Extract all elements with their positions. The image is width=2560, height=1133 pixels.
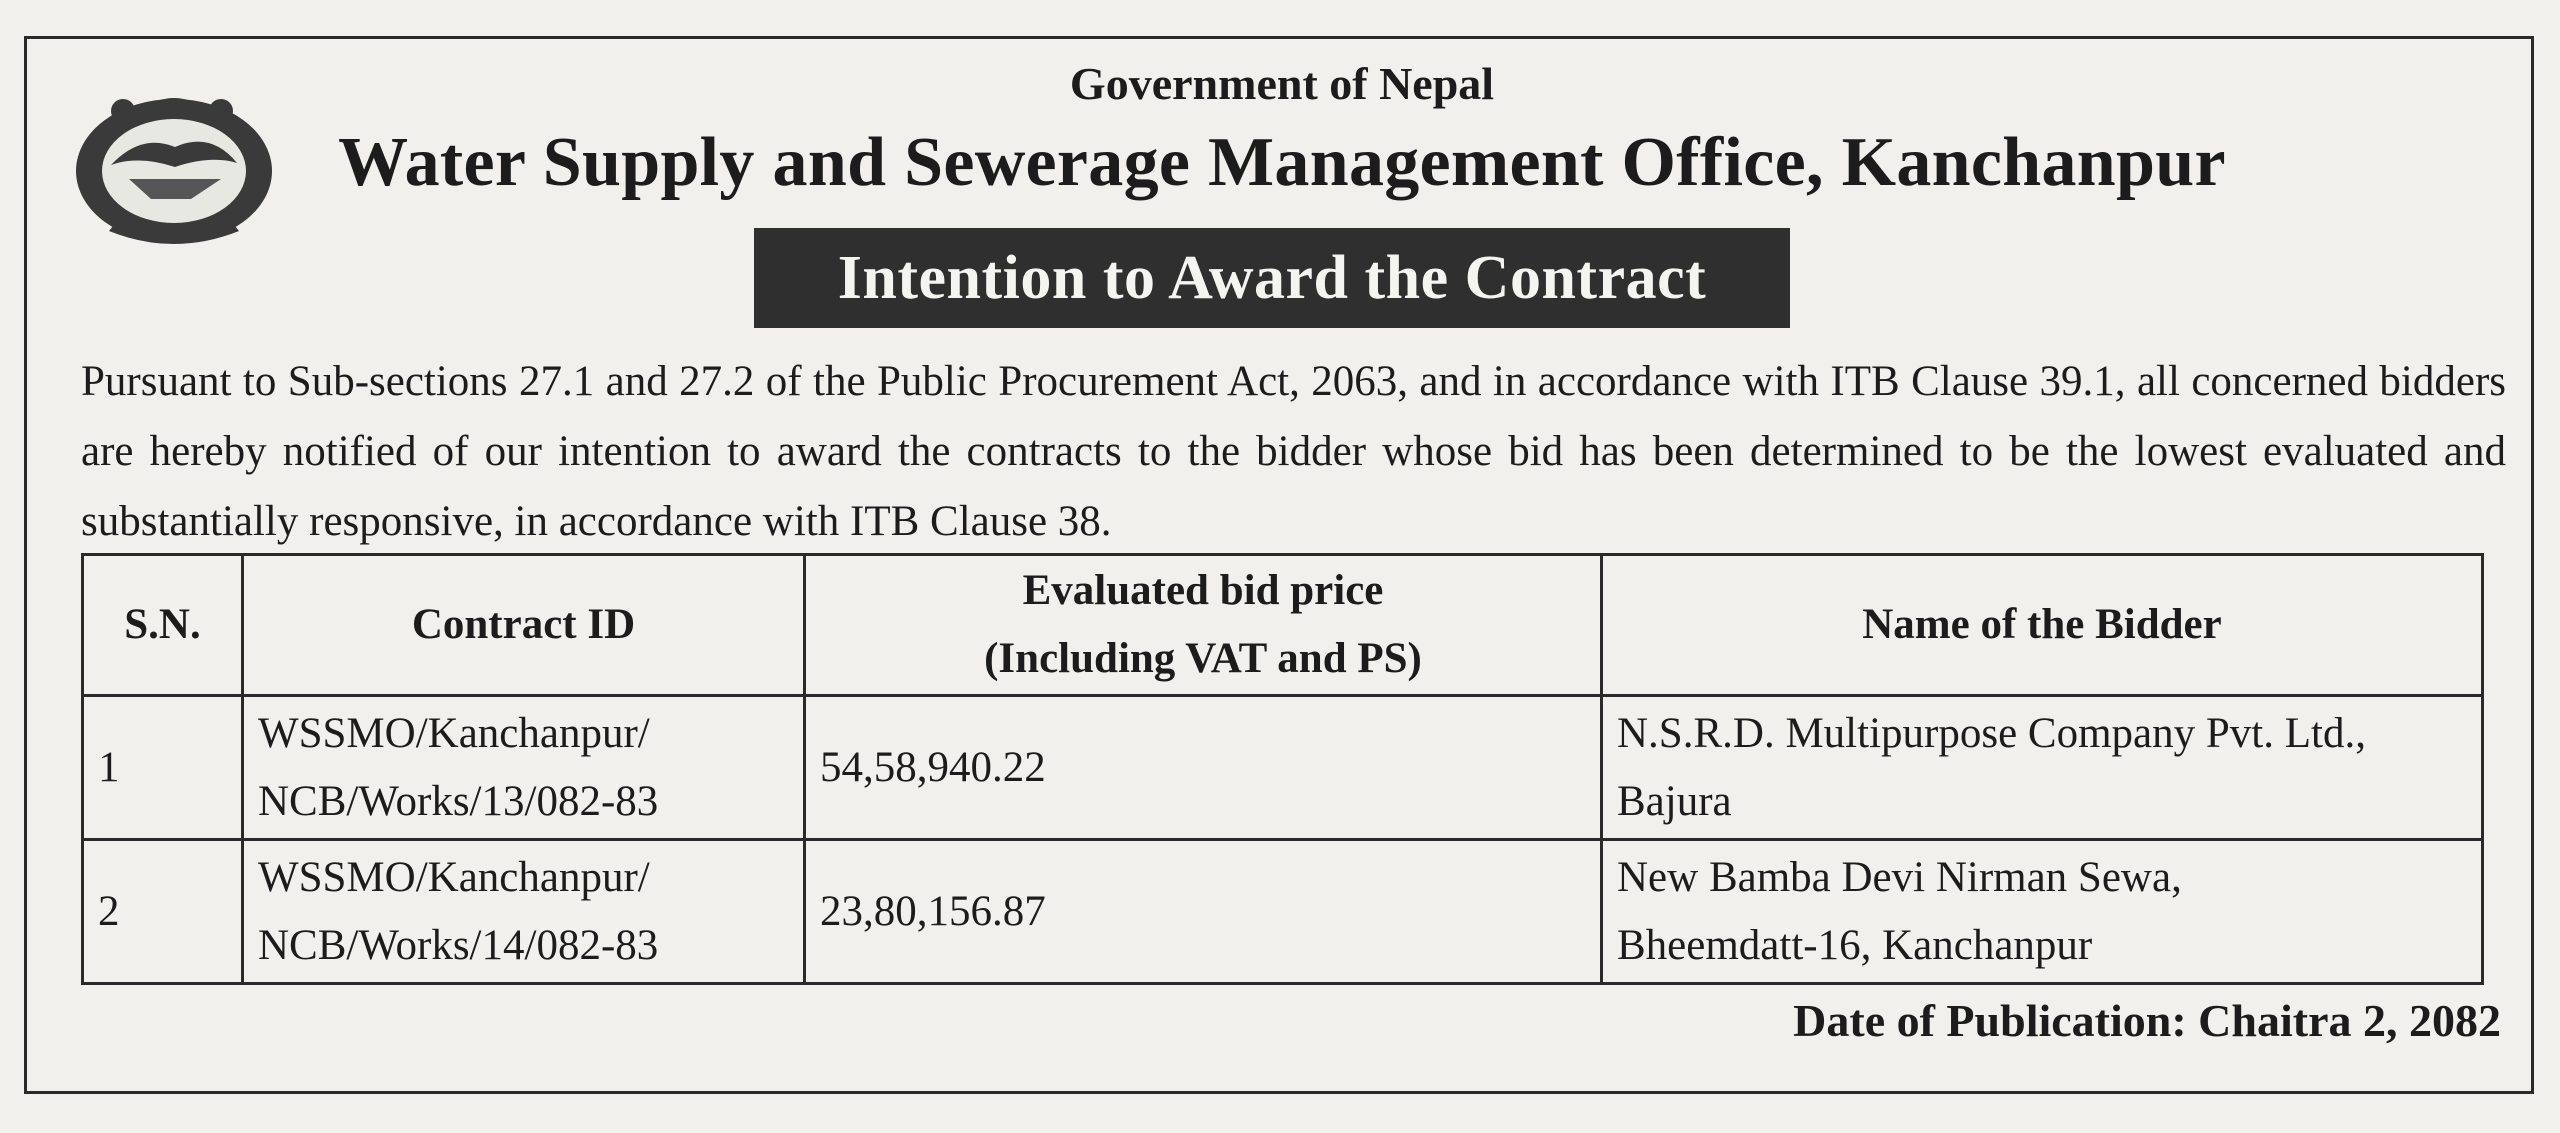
header-bidder: Name of the Bidder bbox=[1602, 555, 2483, 696]
cell-bidder bbox=[1602, 696, 2483, 840]
contract-id-line1: WSSMO/Kanchanpur/ bbox=[258, 853, 650, 901]
header-price bbox=[805, 555, 1602, 696]
cell-contract-id bbox=[243, 696, 805, 840]
cell-sn: 2 bbox=[83, 840, 243, 984]
government-heading: Government of Nepal bbox=[1069, 58, 1495, 109]
award-table bbox=[81, 553, 2484, 985]
table-row bbox=[83, 840, 2483, 984]
bidder-line1: New Bamba Devi Nirman Sewa, bbox=[1617, 853, 2182, 901]
office-name: Water Supply and Sewerage Management Office, Kanchanpur bbox=[338, 124, 2226, 201]
cell-contract-id bbox=[243, 840, 805, 984]
table-row bbox=[83, 696, 2483, 840]
cell-bidder bbox=[1602, 840, 2483, 984]
header-price-line1: Evaluated bid price bbox=[1022, 567, 1384, 614]
header-contract-id: Contract ID bbox=[243, 555, 805, 696]
bidder-line1: N.S.R.D. Multipurpose Company Pvt. Ltd., bbox=[1617, 709, 2366, 757]
table-header-row bbox=[83, 555, 2483, 696]
header-price-line2: (Including VAT and PS) bbox=[984, 635, 1422, 682]
cell-price: 23,80,156.87 bbox=[805, 840, 1602, 984]
contract-id-line2: NCB/Works/14/082-83 bbox=[258, 921, 659, 969]
publication-date: Date of Publication: Chaitra 2, 2082 bbox=[1793, 995, 2501, 1046]
notice-frame bbox=[24, 36, 2534, 1094]
notice-title-banner: Intention to Award the Contract bbox=[754, 228, 1790, 328]
bidder-line2: Bajura bbox=[1617, 777, 1732, 825]
notice-paragraph: Pursuant to Sub-sections 27.1 and 27.2 of the Public Procurement Act, 2063, and in accordance with ITB Clause 39.1, all concerned bidders are hereby notified of our intention to award the contracts to the bidder whose bid has been determined to be the lowest evaluated and substantially responsive, in accordance with ITB Clause 38. bbox=[81, 358, 2506, 545]
contract-id-line2: NCB/Works/13/082-83 bbox=[258, 777, 659, 825]
header-sn: S.N. bbox=[83, 555, 243, 696]
contract-id-line1: WSSMO/Kanchanpur/ bbox=[258, 709, 650, 757]
cell-price: 54,58,940.22 bbox=[805, 696, 1602, 840]
cell-sn: 1 bbox=[83, 696, 243, 840]
bidder-line2: Bheemdatt-16, Kanchanpur bbox=[1617, 921, 2093, 969]
